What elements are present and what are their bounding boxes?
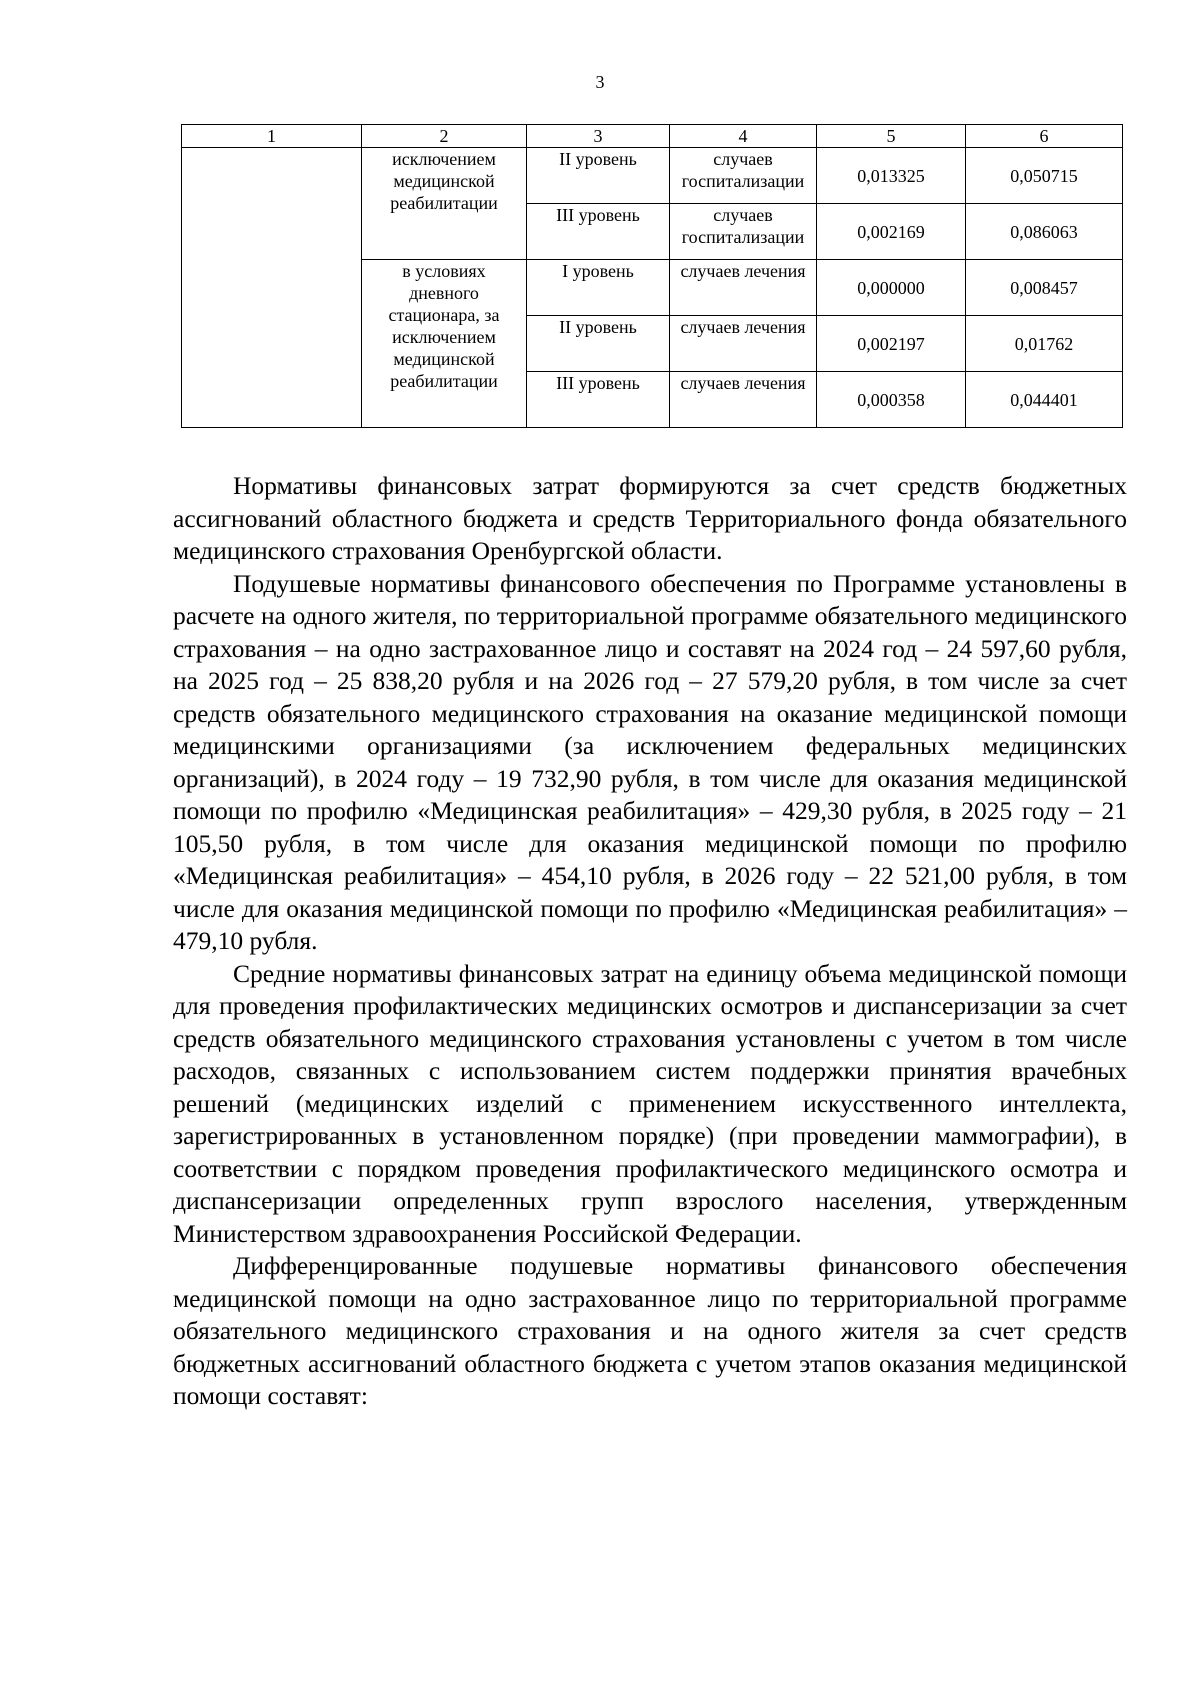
value-cell: 0,086063 xyxy=(966,204,1123,260)
value-cell: 0,000000 xyxy=(817,260,966,316)
column-number-6: 6 xyxy=(966,125,1123,148)
unit-cell: случаев госпитализации xyxy=(670,148,817,204)
unit-cell: случаев лечения xyxy=(670,372,817,428)
table-header-row xyxy=(182,125,1123,148)
column-number-5: 5 xyxy=(817,125,966,148)
paragraph-average-cost-norms: Средние нормативы финансовых затрат на единицу объема медицинской помощи для проведения профилактических медицинских осмотров и диспансеризации за счет средств обязательного медицинского страхования установлены с учетом в том числе расходов, связанных с использованием систем поддержки принятия врачебных решений (медицинских изделий с применением искусственного интеллекта, зарегистрированных в установленном порядке) (при проведении маммографии), в соответствии с порядком проведения профилактического медицинского осмотра и диспансеризации определенных групп взрослого населения, утвержденным Министерством здравоохранения Российской Федерации. xyxy=(173,958,1127,1248)
care-condition-cell: в условиях дневного стационара, за исключением медицинской реабилитации xyxy=(362,260,527,428)
empty-first-column-cell xyxy=(182,148,362,428)
unit-cell: случаев лечения xyxy=(670,260,817,316)
value-cell: 0,008457 xyxy=(966,260,1123,316)
table-row xyxy=(182,148,1123,204)
value-cell: 0,050715 xyxy=(966,148,1123,204)
care-level-cell: III уровень xyxy=(527,204,670,260)
column-number-3: 3 xyxy=(527,125,670,148)
page-number: 3 xyxy=(595,72,605,92)
column-number-1: 1 xyxy=(182,125,362,148)
unit-cell: случаев лечения xyxy=(670,316,817,372)
norms-table xyxy=(181,124,1123,428)
column-number-4: 4 xyxy=(670,125,817,148)
value-cell: 0,01762 xyxy=(966,316,1123,372)
value-cell: 0,002169 xyxy=(817,204,966,260)
value-cell: 0,000358 xyxy=(817,372,966,428)
paragraph-per-capita-norms: Подушевые нормативы финансового обеспечения по Программе установлены в расчете на одного жителя, по территориальной программе обязательного медицинского страхования – на одно застрахованное лицо и составят на 2024 год – 24 597,60 рубля, на 2025 год – 25 838,20 рубля и на 2026 год – 27 579,20 рубля, в том числе за счет средств обязательного медицинского страхования на оказание медицинской помощи медицинскими организациями (за исключением федеральных медицинских организаций), в 2024 году – 19 732,90 рубля, в том числе для оказания медицинской помощи по профилю «Медицинская реабилитация» – 429,30 рубля, в 2025 году – 21 105,50 рубля, в том числе для оказания медицинской помощи по профилю «Медицинская реабилитация» – 454,10 рубля, в 2026 году – 22 521,00 рубля, в том числе для оказания медицинской помощи по профилю «Медицинская реабилитация» – 479,10 рубля. xyxy=(173,568,1127,955)
care-level-cell: I уровень xyxy=(527,260,670,316)
value-cell: 0,002197 xyxy=(817,316,966,372)
column-number-2: 2 xyxy=(362,125,527,148)
care-level-cell: II уровень xyxy=(527,316,670,372)
paragraph-financial-norms-sources: Нормативы финансовых затрат формируются за счет средств бюджетных ассигнований областного бюджета и средств Территориального фонда обязательного медицинского страхования Оренбургской области. xyxy=(173,471,1127,565)
unit-cell: случаев госпитализации xyxy=(670,204,817,260)
care-level-cell: II уровень xyxy=(527,148,670,204)
paragraph-differentiated-norms: Дифференцированные подушевые нормативы финансового обеспечения медицинской помощи на одно застрахованное лицо по территориальной программе обязательного медицинского страхования и на одного жителя за счет средств бюджетных ассигнований областного бюджета с учетом этапов оказания медицинской помощи составят: xyxy=(173,1251,1127,1410)
value-cell: 0,044401 xyxy=(966,372,1123,428)
value-cell: 0,013325 xyxy=(817,148,966,204)
body-text xyxy=(173,470,1127,1413)
care-condition-cell: исключением медицинской реабилитации xyxy=(362,148,527,260)
care-level-cell: III уровень xyxy=(527,372,670,428)
